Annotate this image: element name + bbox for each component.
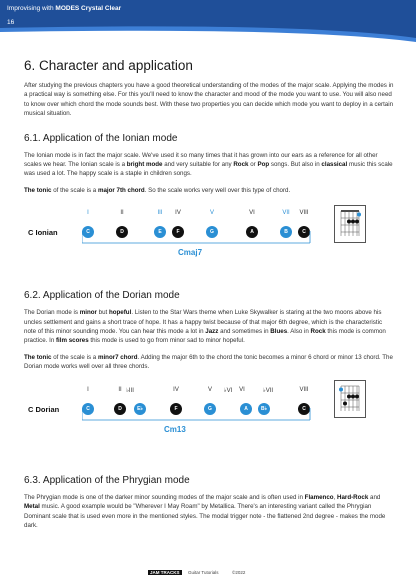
ionian-degree-1: II xyxy=(120,210,124,217)
dorian-chord-name: Cm13 xyxy=(164,424,186,434)
header-title: Improvising with MODES Crystal Clear xyxy=(7,5,122,12)
ionian-note-2: E xyxy=(154,226,166,238)
ionian-label: C Ionian xyxy=(28,228,58,238)
ionian-note-4: G xyxy=(206,226,218,238)
dorian-degree-5: ♭VI xyxy=(223,387,233,394)
ionian-diagram xyxy=(24,202,394,270)
ionian-title: 6.1. Application of the Ionian mode xyxy=(24,132,178,144)
dorian-chord-diagram xyxy=(334,380,366,418)
dorian-note-7: C xyxy=(298,403,310,415)
dorian-note-6: B♭ xyxy=(258,403,270,415)
footer-copyright: ©2022 xyxy=(232,570,246,575)
section-intro: After studying the previous chapters you have a good theoretical understanding of the modes of the major scale. Applying the modes in a practical way is something else. For this you'll need to know the character and mood of the mode you want to use. You will also need to know over which chord the mode sounds best. With these two properties you can decide which mode you want to deploy in a certain musical situation. xyxy=(24,82,394,118)
ionian-note-5: A xyxy=(246,226,258,238)
ionian-paragraph-2: The tonic of the scale is a major 7th chord. So the scale works very well over this type of chord. xyxy=(24,186,291,194)
ionian-degree-6: VII xyxy=(282,210,290,217)
phrygian-title: 6.3. Application of the Phrygian mode xyxy=(24,474,190,486)
ionian-degree-4: V xyxy=(209,210,214,217)
chord-grid xyxy=(335,206,365,242)
ionian-degree-0: I xyxy=(87,210,89,217)
dorian-bracket xyxy=(82,408,312,432)
ionian-paragraph-1: The Ionian mode is in fact the major scale. We've used it so many times that it has grown into our ears as a reference for all other scales we hear. The Ionian scale is a bright mode and very suitable for any Rock or Pop songs. But also in classical music this scale was used a lot. The happy scale is a staple in children songs. xyxy=(24,151,393,178)
section-title: 6. Character and application xyxy=(24,58,193,73)
dorian-degree-1: II xyxy=(118,386,122,393)
ionian-note-7: C xyxy=(298,226,310,238)
dorian-note-0: C xyxy=(82,403,94,415)
dorian-degree-2: ♭III xyxy=(126,387,134,394)
dorian-degree-4: V xyxy=(207,386,212,393)
dorian-note-5: A xyxy=(240,403,252,415)
ionian-degree-7: VIII xyxy=(299,210,309,217)
page-header xyxy=(0,0,416,46)
ionian-note-0: C xyxy=(82,226,94,238)
dorian-paragraph-2: The tonic of the scale is a minor7 chord. Adding the major 6th to the chord the tonic becomes a minor 6 chord or minor 13 chord. The Dorian mode works well over all three chords. xyxy=(24,353,393,371)
dorian-note-2: E♭ xyxy=(134,403,146,415)
chord-grid xyxy=(335,381,365,417)
ionian-chord-name: Cmaj7 xyxy=(178,248,203,258)
footer-text: Guitar Tutorials xyxy=(188,570,219,575)
ionian-degree-3: IV xyxy=(175,210,181,217)
ionian-note-6: B xyxy=(280,226,292,238)
dorian-note-4: G xyxy=(204,403,216,415)
main-content xyxy=(24,58,394,537)
ionian-note-1: D xyxy=(116,226,128,238)
dorian-note-3: F xyxy=(170,403,182,415)
dorian-degree-3: IV xyxy=(173,386,179,393)
dorian-diagram xyxy=(24,379,394,445)
dorian-degree-8: VIII xyxy=(299,386,309,393)
dorian-degree-7: ♭VII xyxy=(262,387,274,394)
dorian-title: 6.2. Application of the Dorian mode xyxy=(24,290,180,302)
page-number: 16 xyxy=(7,19,15,26)
dorian-degree-0: I xyxy=(87,386,89,393)
dorian-paragraph-1: The Dorian mode is minor but hopeful. Listen to the Star Wars theme when Luke Skywalker is staring at the two moons above his uncles settlement and gains a short trace of hope. It has a happy twist because of that major 6th degree, which is the characteristic note of this minor sounding mode. You can hear this mode a lot in Jazz and sometimes in Blues. Also in Rock this mode is common practice. In film scores this mode is used to go from minor sad to minor hopeful. xyxy=(24,309,386,345)
ionian-chord-diagram xyxy=(334,205,366,243)
ionian-degree-2: III xyxy=(157,210,163,217)
dorian-degree-6: VI xyxy=(239,386,245,393)
ionian-note-3: F xyxy=(172,226,184,238)
phrygian-paragraph-1: The Phrygian mode is one of the darker minor sounding modes of the major scale and is often used in Flamenco, Hard-Rock and Metal music. A good example would be "Wherever I May Roam" by Metallica. There's an interesting variant called the Phrygian Dominant scale that is used even more in the mentioned styles. The modal trigger note - the flattened 2nd degree - makes the mode dark. xyxy=(24,493,386,529)
jamtracks-logo: JAM TRACKS xyxy=(150,570,180,575)
dorian-label: C Dorian xyxy=(28,404,60,414)
dorian-note-1: D xyxy=(114,403,126,415)
ionian-degree-5: VI xyxy=(249,210,255,217)
